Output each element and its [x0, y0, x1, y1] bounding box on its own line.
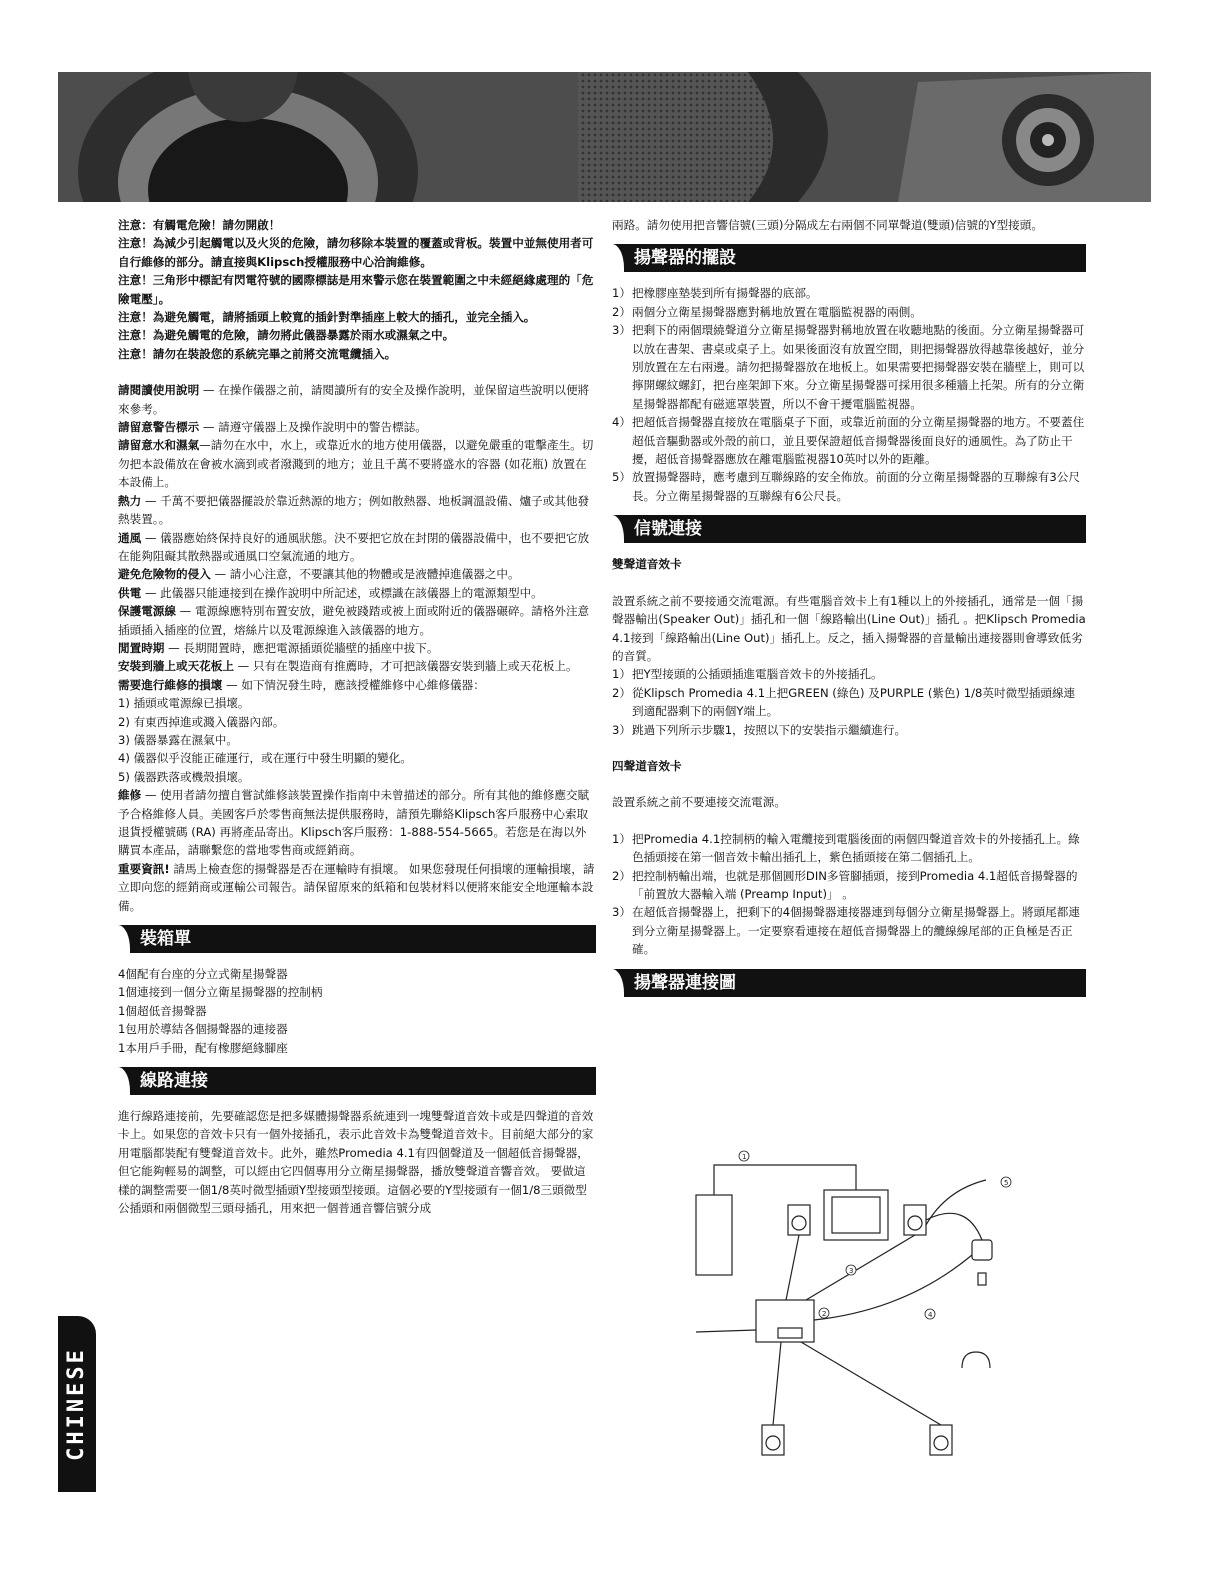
damage-item: 3) 儀器暴露在濕氣中。 [118, 732, 238, 747]
warning-line: 注意！為避免觸電的危險，請勿將此儀器暴露於雨水或濕氣之中。 [118, 328, 455, 343]
svg-text:3: 3 [849, 1267, 854, 1275]
headphones-icon [962, 1352, 990, 1368]
list-item: 1） 把Promedia 4.1控制柄的輸入電纜接到電腦後面的兩個四聲道音效卡的外接插孔上。綠色插頭接在第一個音效卡輸出插孔上，紫色插頭接在第二個插孔上。 [612, 831, 1080, 865]
stereo-intro: 設置系統之前不要接通交流電源。有些電腦音效卡上有1種以上的外接插孔，通常是一個「揚聲器輸出(Speaker Out)」插孔和一個「線路輸出(Line Out)」插孔 。把Klipsch Promedia 4.1接到「線路輸出(Line Out)」插孔上。反之，插入揚聲器的音量輸出連接器則會導致低劣的音質。 [612, 593, 1086, 663]
safety-item: 閒置時期 — 長期閒置時，應把電源插頭從牆壁的插座中拔下。 [118, 640, 439, 655]
damage-item: 4) 儀器似乎沒能正確運行，或在運行中發生明顯的變化。 [118, 751, 412, 766]
list-item: 1本用戶手冊，配有橡膠絕緣腳座 [118, 1040, 288, 1055]
plug-icon [978, 1273, 986, 1285]
warning-line: 注意：有觸電危險！請勿開啟！ [118, 218, 281, 232]
list-item: 4個配有台座的分立式衛星揚聲器 [118, 967, 288, 982]
list-item: 4） 把超低音揚聲器直接放在電腦桌子下面，或靠近前面的分立衛星揚聲器的地方。不要蓋住超低音驅動器或外殼的前口，並且要保證超低音揚聲器後面良好的通風性。為了防止干擾，超低音揚聲器應放在離電腦監視器10英吋以外的距離。 [612, 415, 1085, 467]
subwoofer-icon [756, 1300, 814, 1342]
packing-list-heading: 裝箱單 [118, 925, 596, 953]
safety-item: 供電 — 此儀器只能連接到在操作說明中所記述，或標識在該儀器上的電源類型中。 [118, 585, 543, 600]
list-item: 2） 兩個分立衛星揚聲器應對稱地放置在電腦監視器的兩側。 [612, 304, 922, 319]
maintenance-note: 維修 — 使用者請勿擅自嘗試維修該裝置操作指南中未曾描述的部分。所有其他的維修應交賦予合格維修人員。美國客戶於零售商無法提供服務時，請預先聯絡Klipsch客戶服務中心索取退貨授權號碼 (RA) 再將產品寄出。Klipsch客戶服務：1-888-554-5665。若您是在海以外購買本產品，請聯繫您的當地零售商或經銷商。 [118, 788, 590, 858]
list-item: 1） 把Y型接頭的公插頭插進電腦音效卡的外接插孔。 [612, 667, 883, 682]
warning-line: 注意！三角形中標記有閃電符號的國際標誌是用來警示您在裝置範圍之中未經絕緣處理的「危險電壓」。 [118, 273, 594, 306]
packing-list [118, 965, 596, 1057]
safety-item: 請閱讀使用說明 — 在操作儀器之前，請閱讀所有的安全及操作說明，並保留這些說明以便將來參考。 [118, 383, 590, 416]
quad-card-heading: 四聲道音效卡 [612, 758, 682, 773]
speaker-photo-illustration [58, 72, 1151, 202]
damage-item: 2) 有東西掉進或濺入儀器內部。 [118, 714, 285, 729]
safety-item: 保護電源線 — 電源線應特別布置安放，避免被踐踏或被上面或附近的儀器碾碎。請格外注意插頭插入插座的位置，熔絲片以及電源線進入該儀器的地方。 [118, 604, 590, 637]
computer-tower-icon [696, 1195, 732, 1275]
list-item: 3） 在超低音揚聲器上，把剩下的4個揚聲器連接器連到每個分立衛星揚聲器上。將頭尾都連到分立衛星揚聲器上。一定要察看連接在超低音揚聲器上的纜線線尾部的正負極是否正確。 [612, 905, 1080, 957]
svg-text:1: 1 [742, 1153, 747, 1161]
list-item: 5） 放置揚聲器時，應考慮到互聯線路的安全佈放。前面的分立衛星揚聲器的互聯線有3公尺長。分立衛星揚聲器的互聯線有6公尺長。 [612, 470, 1080, 503]
control-pod-icon [972, 1240, 992, 1260]
safety-item: 安裝到牆上或天花板上 — 只有在製造商有推薦時，才可把該儀器安裝到牆上或天花板上。 [118, 659, 578, 674]
wiring-heading: 線路連接 [118, 1067, 596, 1095]
list-item: 1個連接到一個分立衛星揚聲器的控制柄 [118, 985, 323, 1000]
wiring-text: 進行線路連接前，先要確認您是把多媒體揚聲器系統連到一塊雙聲道音效卡或是四聲道的音效卡上。如果您的音效卡只有一個外接插孔，表示此音效卡為雙聲道音效卡。目前絕大部分的家用電腦都裝配有雙聲道音效卡。此外，雖然Promedia 4.1有四個聲道及一個超低音揚聲器，但它能夠輕易的調整，可以經由它四個專用分立衛星揚聲器，播放雙聲道音響音效。 要做這樣的調整需要一個1/8英吋微型插頭Y型接頭型接頭。這個必要的Y型接頭有一個1/8三頭微型公插頭和兩個微型三頭母插孔，用來把一個普通音響信號分成 [118, 1109, 594, 1216]
safety-item: 請留意警告標示 — 請遵守儀器上及操作說明中的警告標誌。 [118, 420, 427, 435]
safety-instructions [118, 381, 596, 915]
list-item: 3） 跳過下列所示步驟1，按照以下的安裝指示繼續進行。 [612, 722, 907, 737]
safety-item: 請留意水和濕氣—請勿在水中，水上，或靠近水的地方使用儀器，以避免嚴重的電擊產生。切勿把本設備放在會被水滴到或者潑濺到的地方；並且千萬不要將盛水的容器 (如花瓶) 放置在本設備上。 [118, 438, 594, 490]
right-column [612, 216, 1086, 1009]
svg-text:4: 4 [928, 1311, 933, 1319]
left-column [118, 216, 596, 1218]
safety-item: 避免危險物的侵入 — 請小心注意，不要讓其他的物體或是液體掉進儀器之中。 [118, 567, 520, 582]
list-item: 1包用於導結各個揚聲器的連接器 [118, 1022, 288, 1037]
damage-item: 1) 插頭或電源線已損壞。 [118, 696, 250, 711]
warning-line: 注意！為避免觸電，請將插頭上較寬的插針對準插座上較大的插孔，並完全插入。 [118, 310, 536, 325]
signal-heading: 信號連接 [612, 515, 1086, 543]
header-photo [58, 72, 1151, 202]
list-item: 1） 把橡膠座墊裝到所有揚聲器的底部。 [612, 286, 818, 301]
warnings-block [118, 216, 596, 363]
language-tab-label: CHINESE [64, 1347, 89, 1461]
damage-item: 5) 儀器跌落或機殼損壞。 [118, 769, 250, 784]
continued-text: 兩路。請勿使用把音響信號(三頭)分隔成左右兩個不同單聲道(雙頭)信號的Y型接頭。 [612, 218, 1043, 232]
svg-text:5: 5 [1004, 1179, 1009, 1187]
list-item: 2） 從Klipsch Promedia 4.1上把GREEN (綠色) 及PURPLE (紫色) 1/8英吋微型插頭線連到適配器剩下的兩個Y端上。 [612, 685, 1076, 719]
placement-heading: 揚聲器的擺設 [612, 244, 1086, 272]
list-item: 3） 把剩下的兩個環繞聲道分立衛星揚聲器對稱地放置在收聽地點的後面。分立衛星揚聲器可以放在書架、書桌或桌子上。如果後面沒有放置空間，則把揚聲器放得越靠後越好，並分別放置在左右兩邊。請勿把揚聲器放在地板上。如果需要把揚聲器安裝在牆壁上，則可以擰開螺紋螺釘，把台座架卸下來。分立衛星揚聲器可採用很多種牆上托架。所有的分立衛星揚聲器都配有磁遮罩裝置，所以不會干擾電腦監視器。 [612, 323, 1085, 411]
language-tab [58, 1316, 96, 1492]
safety-item: 需要進行維修的損壞 — 如下情況發生時，應該授權維修中心維修儀器： [118, 677, 485, 692]
warning-line: 注意！請勿在裝設您的系統完畢之前將交流電纜插入。 [118, 346, 397, 361]
safety-item: 熱力 — 千萬不要把儀器擺設於靠近熱源的地方；例如散熱器、地板調溫設備、爐子或其他發熱裝置。。 [118, 493, 590, 527]
stereo-card-heading: 雙聲道音效卡 [612, 557, 682, 572]
quad-intro: 設置系統之前不要連接交流電源。 [612, 795, 786, 810]
list-item: 2） 把控制柄輸出端，也就是那個圓形DIN多管腳插頭，接到Promedia 4.1超低音揚聲器的「前置放大器輸入端 (Preamp Input)」 。 [612, 868, 1078, 901]
placement-list [612, 284, 1086, 505]
connection-diagram-svg [676, 1140, 1026, 1470]
connection-diagram [676, 1140, 1026, 1470]
list-item: 1個超低音揚聲器 [118, 1003, 207, 1018]
svg-text:2: 2 [822, 1310, 827, 1318]
diagram-heading: 揚聲器連接圖 [612, 969, 1086, 997]
warning-line: 注意！為減少引起觸電以及火災的危險，請勿移除本裝置的覆蓋或背板。裝置中並無使用者可自行維修的部分。請直接與Klipsch授權服務中心洽詢維修。 [118, 236, 594, 269]
safety-item: 通風 — 儀器應始終保持良好的通風狀態。決不要把它放在封閉的儀器設備中，也不要把它放在能夠阻礙其散熱器或通風口空氣流通的地方。 [118, 530, 590, 563]
important-note: 重要資訊! 請馬上檢查您的揚聲器是否在運輸時有損壞。 如果您發現任何損壞的運輸損壞，請立即向您的經銷商或運輸公司報告。請保留原來的紙箱和包裝材料以便將來能安全地運輸本設備。 [118, 861, 595, 913]
